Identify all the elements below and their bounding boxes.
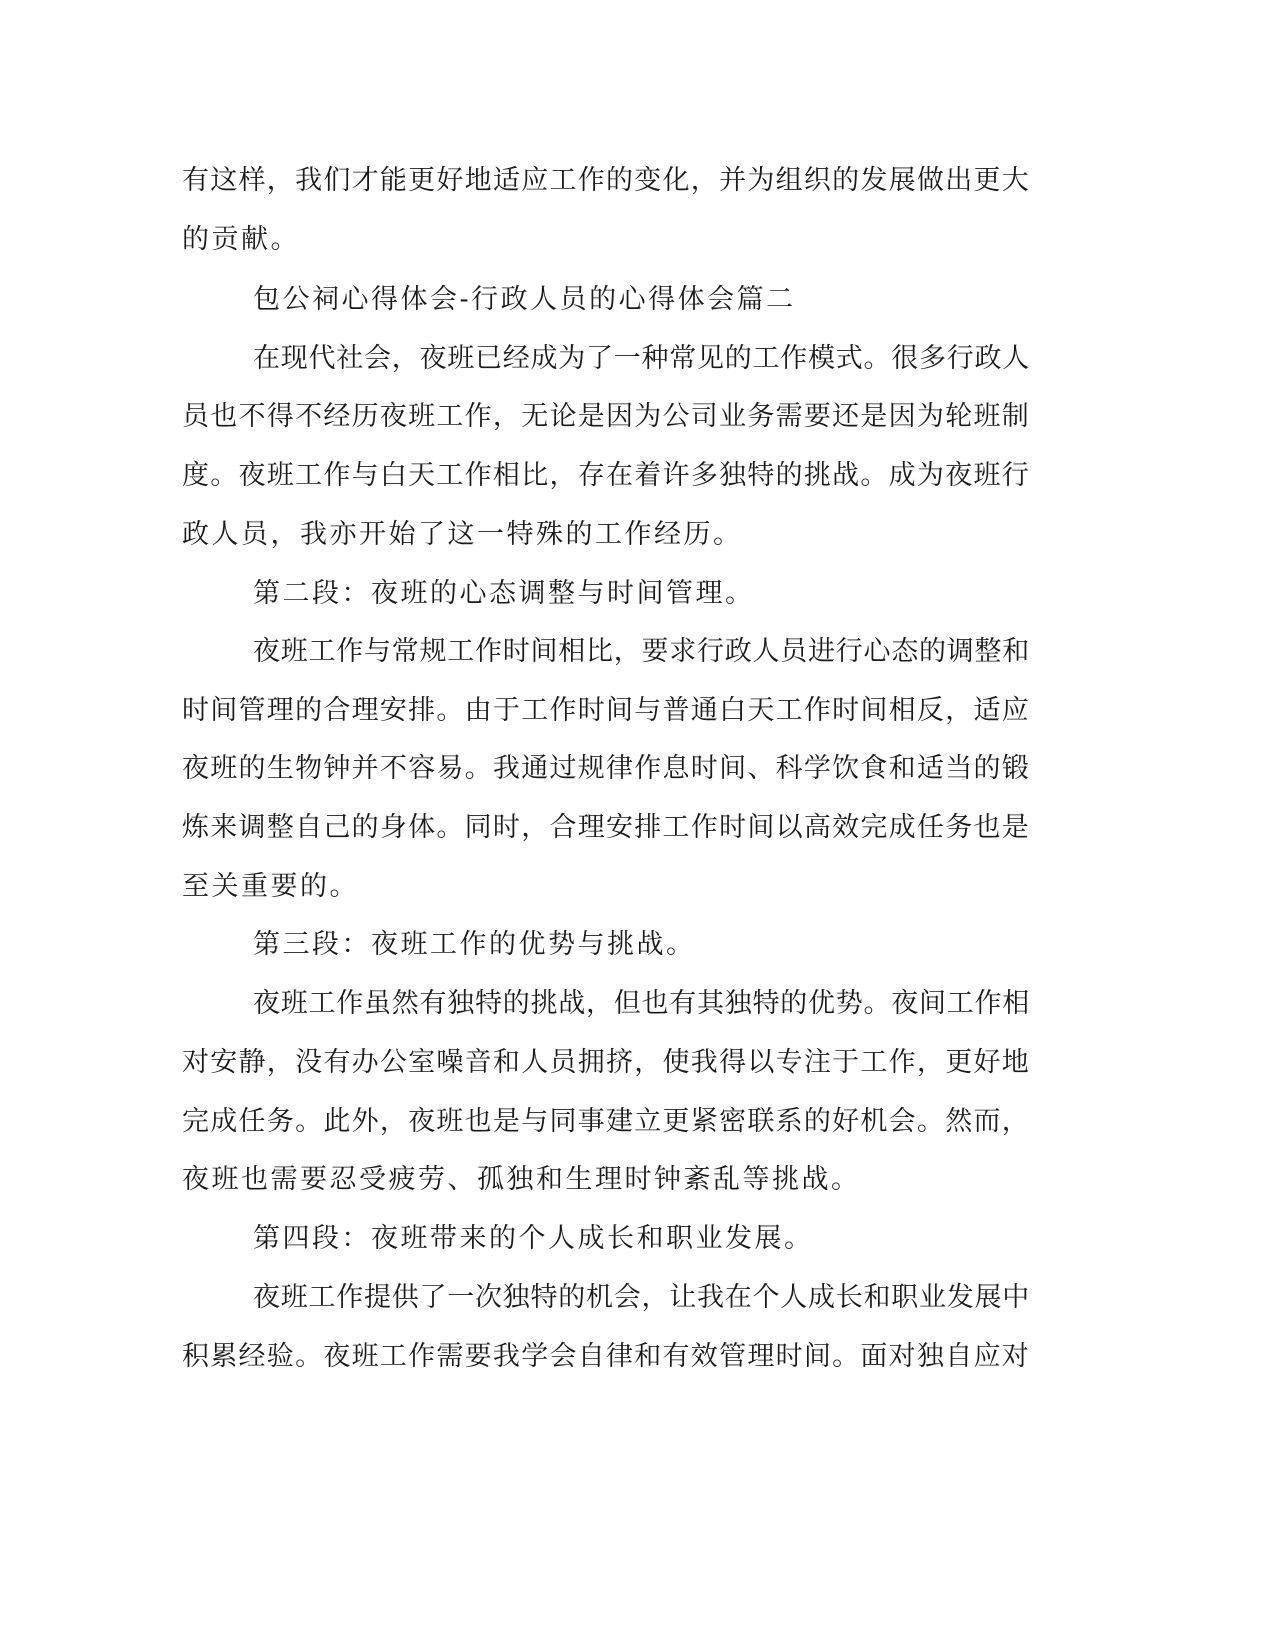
section-heading: 第三段：夜班工作的优势与挑战。 xyxy=(253,929,696,960)
text-line: 员也不得不经历夜班工作，无论是因为公司业务需要还是因为轮班制 xyxy=(182,401,1030,432)
text-line: 的贡献。 xyxy=(182,224,300,255)
text-line: 夜班工作虽然有独特的挑战，但也有其独特的优势。夜间工作相 xyxy=(253,988,1030,1019)
text-line: 夜班工作与常规工作时间相比，要求行政人员进行心态的调整和 xyxy=(253,636,1030,667)
text-line: 政人员，我亦开始了这一特殊的工作经历。 xyxy=(182,519,743,550)
text-line: 在现代社会，夜班已经成为了一种常见的工作模式。很多行政人 xyxy=(253,343,1030,374)
text-line: 至关重要的。 xyxy=(182,871,359,902)
text-line: 炼来调整自己的身体。同时，合理安排工作时间以高效完成任务也是 xyxy=(182,812,1030,843)
text-line: 夜班工作提供了一次独特的机会，让我在个人成长和职业发展中 xyxy=(253,1282,1030,1313)
section-heading: 第四段：夜班带来的个人成长和职业发展。 xyxy=(253,1223,814,1254)
text-line: 夜班的生物钟并不容易。我通过规律作息时间、科学饮食和适当的锻 xyxy=(182,753,1030,784)
text-line: 积累经验。夜班工作需要我学会自律和有效管理时间。面对独自应对 xyxy=(182,1341,1030,1372)
text-line: 完成任务。此外，夜班也是与同事建立更紧密联系的好机会。然而， xyxy=(182,1106,1030,1137)
text-line: 度。夜班工作与白天工作相比，存在着许多独特的挑战。成为夜班行 xyxy=(182,460,1030,491)
text-line: 对安静，没有办公室噪音和人员拥挤，使我得以专注于工作，更好地 xyxy=(182,1047,1030,1078)
section-title: 包公祠心得体会-行政人员的心得体会篇二 xyxy=(253,284,796,315)
text-line: 有这样，我们才能更好地适应工作的变化，并为组织的发展做出更大 xyxy=(182,165,1030,196)
text-line: 时间管理的合理安排。由于工作时间与普通白天工作时间相反，适应 xyxy=(182,695,1030,726)
text-line: 夜班也需要忍受疲劳、孤独和生理时钟紊乱等挑战。 xyxy=(182,1164,861,1195)
section-heading: 第二段：夜班的心态调整与时间管理。 xyxy=(253,578,755,609)
